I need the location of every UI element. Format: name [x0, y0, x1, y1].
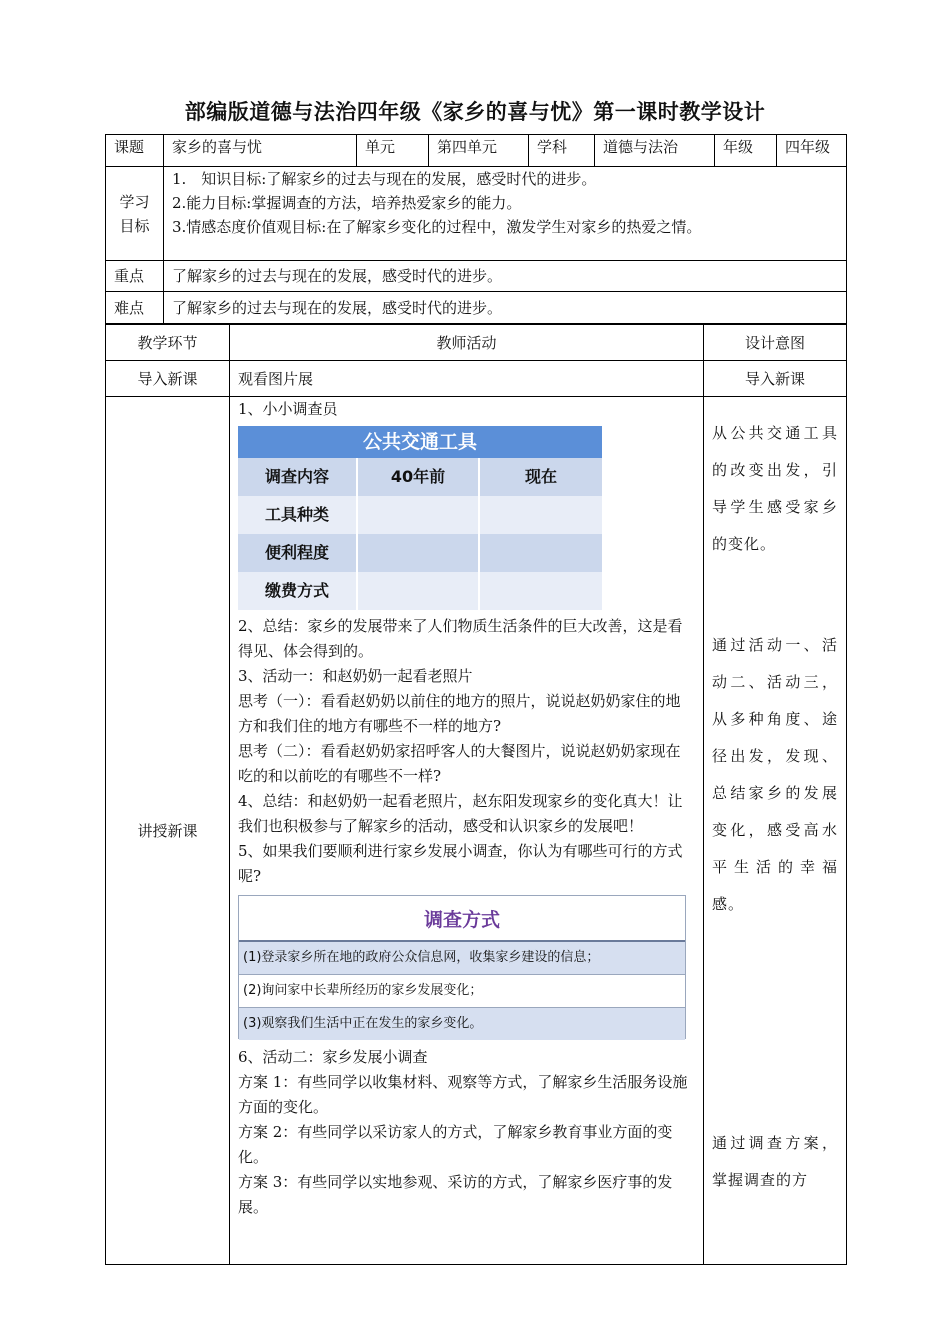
transport-col-header: 40年前 [358, 458, 480, 496]
intro-stage: 导入新课 [106, 361, 230, 397]
goals-label [106, 167, 164, 261]
transport-row-label: 便利程度 [238, 534, 358, 572]
difficulty-value: 了解家乡的过去与现在的发展，感受时代的进步。 [164, 292, 847, 324]
activity-paragraph: 思考（二）：看看赵奶奶家招呼客人的大餐图片，说说赵奶奶家现在吃的和以前吃的有哪些不一样? [238, 742, 681, 785]
main-stage: 讲授新课 [106, 397, 230, 1265]
grade-label: 年级 [715, 135, 777, 167]
transport-cell [358, 534, 480, 572]
transport-col-header: 现在 [480, 458, 602, 496]
transport-cell [480, 534, 602, 572]
process-table [105, 324, 847, 1265]
activity-paragraph: 6、活动二：家乡发展小调查 [238, 1048, 428, 1066]
topic-value: 家乡的喜与忧 [164, 135, 357, 167]
transport-cell [480, 496, 602, 534]
transport-cell [358, 572, 480, 610]
activity-item: 1、小小调查员 [238, 400, 338, 418]
activity-paragraph: 4、总结：和赵奶奶一起看老照片，赵东阳发现家乡的变化真大！让我们也积极参与了解家乡的活动，感受和认识家乡的发展吧！ [238, 792, 683, 835]
header-activity: 教师活动 [230, 325, 704, 361]
transport-col-header: 调查内容 [238, 458, 358, 496]
subject-value: 道德与法治 [595, 135, 715, 167]
activity-paragraph: 思考（一）：看看赵奶奶以前住的地方的照片，说说赵奶奶家住的地方和我们住的地方有哪些不一样的地方? [238, 692, 681, 735]
survey-method-item: (1)登录家乡所在地的政府公众信息网，收集家乡建设的信息； [239, 942, 685, 975]
survey-methods-image [238, 895, 686, 1039]
unit-value: 第四单元 [429, 135, 529, 167]
activity-paragraph: 方案 3：有些同学以实地参观、采访的方式，了解家乡医疗事的发展。 [238, 1173, 673, 1216]
info-table [105, 134, 847, 324]
survey-image-title: 调查方式 [239, 896, 685, 942]
transport-image-title: 公共交通工具 [238, 426, 602, 458]
intent-text-1: 从公共交通工具的改变出发，引导学生感受家乡的变化。 [712, 424, 838, 553]
goal-item: 2.能力目标:掌握调查的方法，培养热爱家乡的能力。 [172, 194, 522, 212]
main-intent [704, 397, 847, 1265]
goals-content [164, 167, 847, 261]
main-activity [230, 397, 704, 1265]
key-point-label: 重点 [106, 261, 164, 292]
activity-paragraph: 方案 1：有些同学以收集材料、观察等方式，了解家乡生活服务设施方面的变化。 [238, 1073, 688, 1116]
activity-paragraph: 3、活动一：和赵奶奶一起看老照片 [238, 667, 473, 685]
unit-label: 单元 [357, 135, 429, 167]
header-stage: 教学环节 [106, 325, 230, 361]
subject-label: 学科 [529, 135, 595, 167]
header-intent: 设计意图 [704, 325, 847, 361]
transport-row-label: 工具种类 [238, 496, 358, 534]
transport-row-label: 缴费方式 [238, 572, 358, 610]
activity-paragraph: 方案 2：有些同学以采访家人的方式，了解家乡教育事业方面的变化。 [238, 1123, 673, 1166]
goals-label-line2: 目标 [119, 216, 150, 235]
activity-paragraph: 5、如果我们要顺利进行家乡发展小调查，你认为有哪些可行的方式呢? [238, 842, 683, 885]
page-title: 部编版道德与法治四年级《家乡的喜与忧》第一课时教学设计 [184, 99, 766, 124]
transport-survey-image [238, 426, 602, 610]
activity-paragraph: 2、总结：家乡的发展带来了人们物质生活条件的巨大改善，这是看得见、体会得到的。 [238, 617, 683, 660]
intro-intent: 导入新课 [704, 361, 847, 397]
intro-activity: 观看图片展 [230, 361, 704, 397]
transport-cell [480, 572, 602, 610]
survey-method-item: (2)询问家中长辈所经历的家乡发展变化； [239, 975, 685, 1008]
key-point-value: 了解家乡的过去与现在的发展，感受时代的进步。 [164, 261, 847, 292]
survey-method-item: (3)观察我们生活中正在发生的家乡变化。 [239, 1008, 685, 1040]
transport-cell [358, 496, 480, 534]
intent-text-3: 通过调查方案，掌握调查的方 [712, 1134, 838, 1189]
goal-item: 1. 知识目标:了解家乡的过去与现在的发展，感受时代的进步。 [172, 170, 597, 188]
topic-label: 课题 [106, 135, 164, 167]
grade-value: 四年级 [777, 135, 847, 167]
difficulty-label: 难点 [106, 292, 164, 324]
intent-text-2: 通过活动一、活动二、活动三，从多种角度、途径出发，发现、总结家乡的发展变化，感受高水平生活的幸福感。 [712, 636, 838, 913]
goals-label-line1: 学习 [119, 192, 150, 211]
goal-item: 3.情感态度价值观目标:在了解家乡变化的过程中，激发学生对家乡的热爱之情。 [172, 218, 702, 236]
